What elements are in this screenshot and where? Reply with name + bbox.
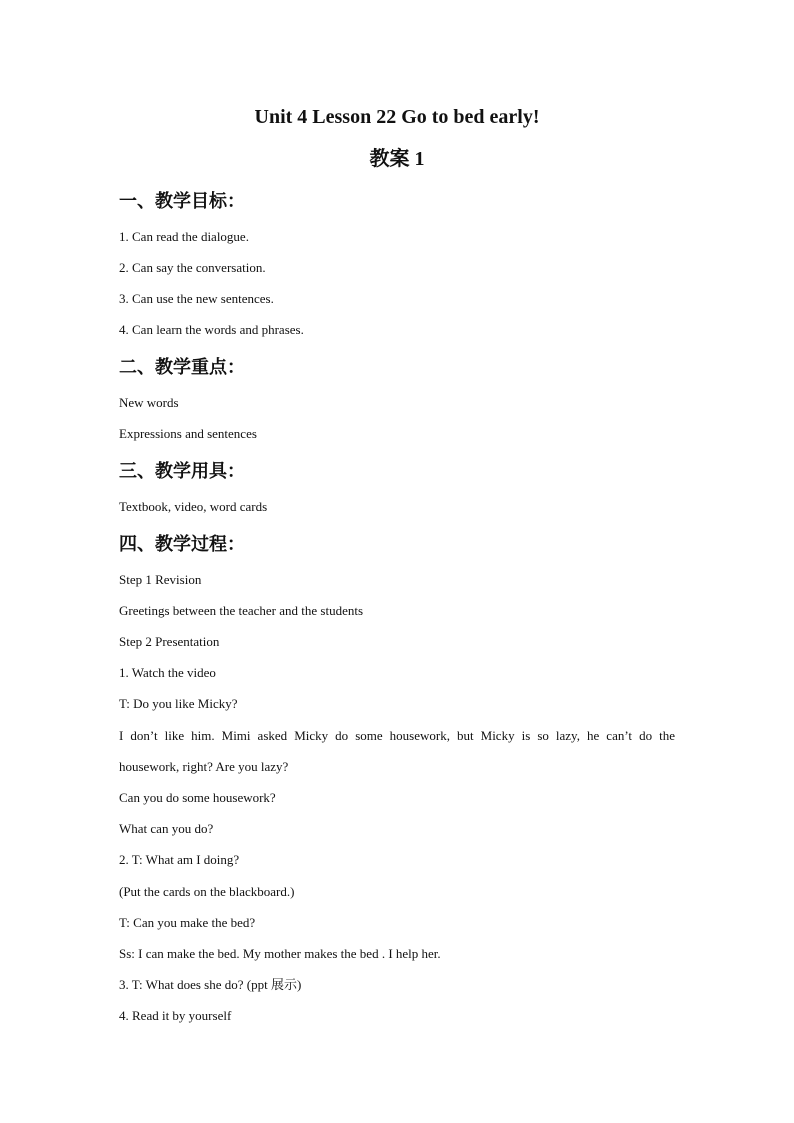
procedure-line: Can you do some housework? [119,790,276,805]
materials-line: Textbook, video, word cards [119,499,268,514]
objective-line: 3. Can use the new sentences. [119,291,274,306]
procedure-line: Greetings between the teacher and the students [119,603,364,618]
procedure-line: (Put the cards on the blackboard.) [119,884,295,899]
section-heading-objectives: 一、教学目标： [119,191,245,211]
objective-line: 1. Can read the dialogue. [119,229,249,244]
document-subtitle: 教案 1 [369,148,425,170]
document-title: Unit 4 Lesson 22 Go to bed early! [254,106,540,128]
objective-line: 4. Can learn the words and phrases. [119,322,304,337]
procedure-line: Step 2 Presentation [119,634,220,649]
procedure-line: 3. T: What does she do? (ppt 展示) [119,977,302,992]
key-point-line: Expressions and sentences [119,426,257,441]
section-heading-procedure: 四、教学过程： [119,534,245,554]
procedure-line: T: Do you like Micky? [119,696,238,711]
procedure-line: T: Can you make the bed? [119,915,256,930]
key-point-line: New words [119,395,179,410]
procedure-line: 1. Watch the video [119,665,216,680]
procedure-line: 4. Read it by yourself [119,1008,232,1023]
section-heading-key-points: 二、教学重点： [119,357,245,377]
section-heading-materials: 三、教学用具： [119,461,245,481]
procedure-line: 2. T: What am I doing? [119,852,240,867]
procedure-line: housework, right? Are you lazy? [119,759,289,774]
procedure-line: I don’t like him. Mimi asked Micky do some housework, but Micky is so lazy, he can’t do the [119,728,675,743]
procedure-line: Step 1 Revision [119,572,202,587]
procedure-line: What can you do? [119,821,214,836]
procedure-line: Ss: I can make the bed. My mother makes the bed . I help her. [119,946,441,961]
objective-line: 2. Can say the conversation. [119,260,266,275]
